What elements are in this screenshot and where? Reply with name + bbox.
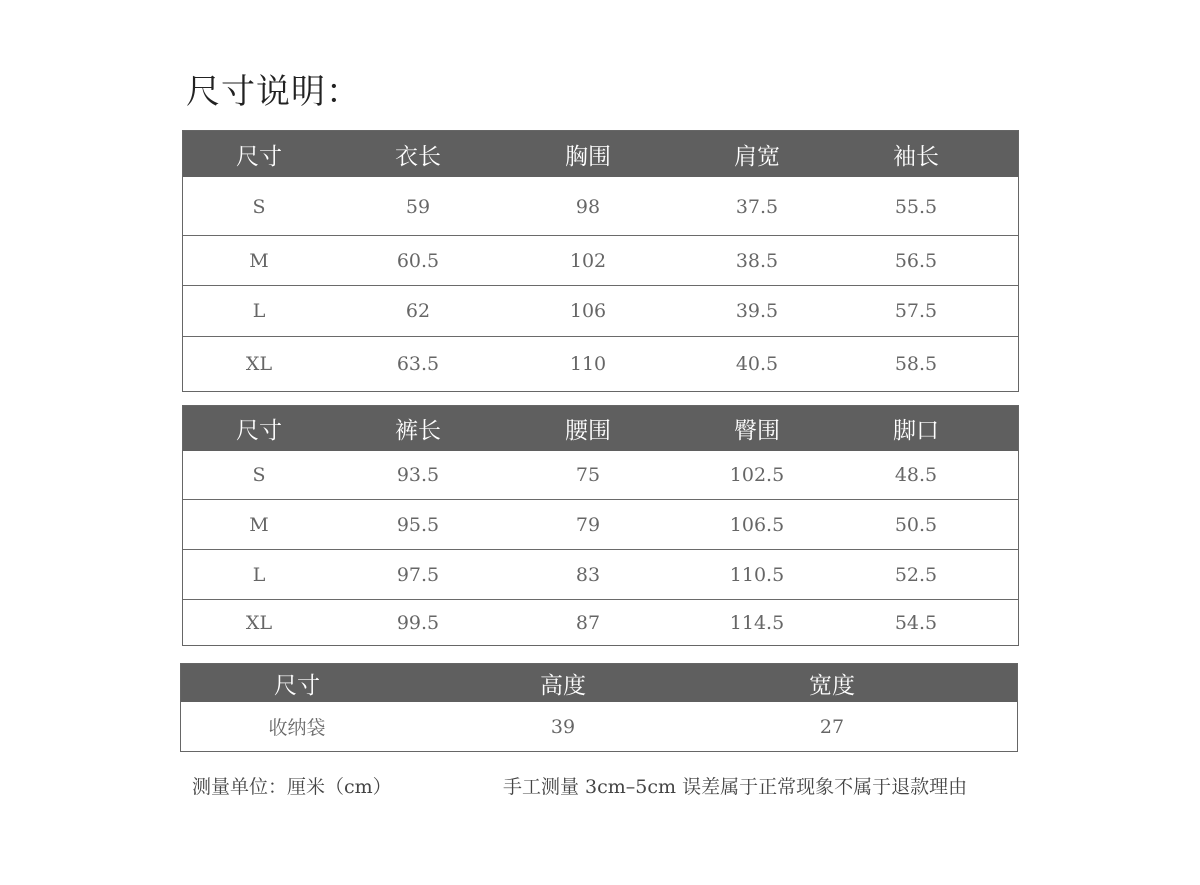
table-cell: L [252, 300, 266, 322]
header-cell: 袖长 [893, 143, 939, 170]
table-cell: 58.5 [894, 353, 938, 375]
table-cell: 56.5 [894, 249, 938, 272]
header-cell: 腰围 [565, 418, 611, 444]
table-cell: 93.5 [396, 464, 440, 486]
table-cell: 79 [575, 513, 601, 536]
table-cell: 52.5 [894, 563, 938, 586]
table-cell: 39.5 [735, 300, 779, 322]
table-cell: 75 [575, 464, 601, 486]
table-cell: 102 [569, 249, 607, 272]
table-cell: XL [245, 611, 273, 634]
header-cell: 高度 [540, 672, 586, 699]
table-cell: M [249, 249, 269, 272]
table-cell: S [252, 196, 266, 218]
table-cell: 95.5 [396, 513, 440, 536]
tolerance-note: 手工测量 3cm–5cm 误差属于正常现象不属于退款理由 [503, 776, 968, 798]
table-cell: 110 [569, 353, 607, 375]
header-cell: 尺寸 [236, 418, 282, 444]
table-header [183, 131, 1018, 177]
table-cell: 102.5 [729, 464, 785, 486]
table-cell: 114.5 [729, 611, 785, 634]
table-row [181, 702, 1017, 751]
table-cell: 48.5 [894, 464, 938, 486]
pants-size-table [182, 405, 1019, 646]
table-header [183, 406, 1018, 451]
table-cell: 40.5 [735, 353, 779, 375]
table-cell: 37.5 [735, 196, 779, 218]
header-cell: 裤长 [395, 418, 441, 444]
table-cell: L [252, 563, 266, 586]
header-cell: 尺寸 [274, 672, 320, 699]
unit-note: 测量单位：厘米（cm） [192, 776, 392, 798]
header-cell: 肩宽 [734, 143, 780, 170]
table-row [183, 451, 1018, 499]
header-cell: 脚口 [893, 418, 939, 444]
top-size-table [182, 130, 1019, 392]
table-cell: 99.5 [396, 611, 440, 634]
header-cell: 衣长 [395, 143, 441, 170]
table-row [183, 549, 1018, 599]
table-cell: 39 [550, 715, 576, 738]
table-cell: 27 [819, 715, 845, 738]
header-cell: 胸围 [565, 143, 611, 170]
table-cell: 97.5 [396, 563, 440, 586]
table-row [183, 285, 1018, 336]
table-cell: 50.5 [894, 513, 938, 536]
table-cell: 83 [575, 563, 601, 586]
table-cell: 106.5 [729, 513, 785, 536]
bag-size-table [180, 663, 1018, 752]
table-header [181, 664, 1017, 702]
table-cell: 38.5 [735, 249, 779, 272]
table-cell: 87 [575, 611, 601, 634]
table-row [183, 599, 1018, 645]
table-cell: 63.5 [396, 353, 440, 375]
table-row [183, 336, 1018, 391]
table-cell: 110.5 [729, 563, 785, 586]
table-row [183, 179, 1018, 235]
header-cell: 臀围 [734, 418, 780, 444]
table-cell: 60.5 [396, 249, 440, 272]
table-cell: M [249, 513, 269, 536]
table-cell: 62 [405, 300, 431, 322]
table-row [183, 499, 1018, 549]
table-cell: 106 [569, 300, 607, 322]
table-cell: XL [245, 353, 273, 375]
page-title: 尺寸说明： [186, 72, 361, 112]
table-cell: 57.5 [894, 300, 938, 322]
table-cell: 59 [405, 196, 431, 218]
header-cell: 尺寸 [236, 143, 282, 170]
table-row [183, 235, 1018, 285]
table-cell: 98 [575, 196, 601, 218]
table-cell: 55.5 [894, 196, 938, 218]
table-cell: S [252, 464, 266, 486]
table-cell: 54.5 [894, 611, 938, 634]
header-cell: 宽度 [809, 672, 855, 699]
table-cell: 收纳袋 [268, 717, 326, 739]
